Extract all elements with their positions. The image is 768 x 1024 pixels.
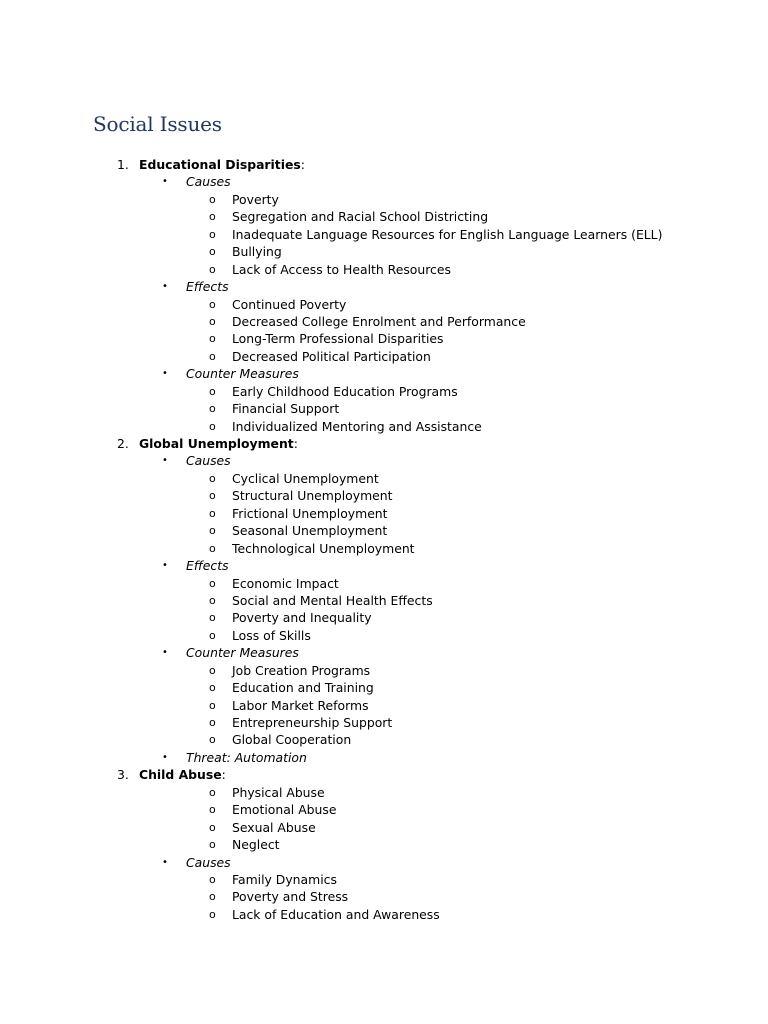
item-label: Effects <box>186 558 229 574</box>
detail-item <box>0 226 768 243</box>
bullet-marker: o <box>209 524 216 538</box>
item-label: Seasonal Unemployment <box>232 523 388 539</box>
item-label: Sexual Abuse <box>232 819 316 835</box>
item-label: Technological Unemployment <box>232 540 415 556</box>
bullet-marker: o <box>209 716 216 729</box>
bullet-marker: o <box>209 698 216 712</box>
detail-item <box>0 731 768 748</box>
list-number: 1. <box>117 157 129 172</box>
category-item <box>0 749 768 766</box>
detail-item <box>0 801 768 818</box>
item-colon: : <box>221 767 226 783</box>
detail-item <box>0 191 768 208</box>
category-item <box>0 173 768 190</box>
item-text <box>186 452 231 469</box>
item-label: Early Childhood Education Programs <box>232 383 458 399</box>
bullet-marker: o <box>209 384 216 398</box>
item-text <box>186 749 307 766</box>
item-text <box>232 819 316 836</box>
category-item <box>0 278 768 295</box>
item-text <box>232 296 346 313</box>
bullet-marker: • <box>162 856 168 868</box>
item-text <box>232 522 387 539</box>
item-label: Counter Measures <box>186 366 299 382</box>
item-text <box>232 592 433 609</box>
item-label: Individualized Mentoring and Assistance <box>232 418 482 434</box>
detail-item <box>0 871 768 888</box>
item-text <box>186 854 231 871</box>
item-label: Child Abuse <box>139 767 222 783</box>
category-item <box>0 644 768 661</box>
item-text <box>232 627 311 644</box>
detail-item <box>0 784 768 801</box>
bullet-marker: o <box>209 419 216 433</box>
bullet-marker: o <box>209 838 216 852</box>
item-text <box>232 226 662 243</box>
item-colon: : <box>293 436 298 451</box>
bullet-marker: o <box>209 628 216 642</box>
bullet-marker: o <box>209 803 216 817</box>
bullet-marker: • <box>162 176 168 188</box>
detail-item <box>0 505 768 522</box>
item-label: Poverty and Inequality <box>232 610 372 626</box>
item-label: Decreased College Enrolment and Performance <box>232 313 526 329</box>
item-label: Causes <box>186 453 231 469</box>
outline-list <box>0 156 768 923</box>
bullet-marker: o <box>209 820 216 834</box>
item-label: Loss of Skills <box>232 627 311 643</box>
bullet-marker: • <box>162 455 168 467</box>
detail-item <box>0 540 768 557</box>
detail-item <box>0 470 768 487</box>
item-text <box>232 330 444 347</box>
item-text <box>186 278 229 295</box>
item-text <box>232 313 526 330</box>
detail-item <box>0 697 768 714</box>
bullet-marker: o <box>209 593 216 607</box>
bullet-marker: o <box>209 210 216 224</box>
item-label: Economic Impact <box>232 575 339 591</box>
category-item <box>0 452 768 469</box>
detail-item <box>0 679 768 696</box>
item-label: Entrepreneurship Support <box>232 715 393 730</box>
category-item <box>0 557 768 574</box>
item-text <box>232 400 339 417</box>
item-text <box>232 697 369 714</box>
bullet-marker: o <box>209 402 216 416</box>
item-label: Causes <box>186 854 231 870</box>
detail-item <box>0 383 768 400</box>
item-text <box>232 208 488 225</box>
item-text <box>139 156 305 173</box>
detail-item <box>0 243 768 260</box>
detail-item <box>0 592 768 609</box>
item-label: Bullying <box>232 244 282 260</box>
item-label: Causes <box>186 174 231 190</box>
bullet-marker: o <box>209 297 216 311</box>
bullet-marker: o <box>209 890 216 904</box>
item-label: Lack of Education and Awareness <box>232 906 440 922</box>
item-label: Counter Measures <box>186 645 299 661</box>
list-number: 3. <box>117 767 129 783</box>
list-number: 2. <box>117 436 129 451</box>
item-text <box>232 801 336 818</box>
detail-item <box>0 296 768 313</box>
page-title: Social Issues <box>93 112 222 136</box>
topic-item <box>0 435 768 452</box>
bullet-marker: o <box>209 245 216 259</box>
item-text <box>232 784 325 801</box>
bullet-marker: • <box>162 647 168 659</box>
item-label: Physical Abuse <box>232 784 325 800</box>
item-label: Continued Poverty <box>232 296 347 312</box>
item-text <box>232 888 348 905</box>
detail-item <box>0 522 768 539</box>
bullet-marker: o <box>209 576 216 590</box>
detail-item <box>0 888 768 905</box>
item-label: Job Creation Programs <box>232 662 371 678</box>
item-label: Educational Disparities <box>139 157 301 172</box>
item-label: Poverty and Stress <box>232 889 349 905</box>
item-label: Long-Term Professional Disparities <box>232 331 444 347</box>
item-label: Lack of Access to Health Resources <box>232 261 451 277</box>
detail-item <box>0 330 768 347</box>
bullet-marker: o <box>209 733 216 747</box>
item-label: Labor Market Reforms <box>232 697 369 713</box>
bullet-marker: • <box>162 368 168 380</box>
detail-item <box>0 836 768 853</box>
item-text <box>186 644 299 661</box>
item-label: Global Cooperation <box>232 732 352 748</box>
detail-item <box>0 261 768 278</box>
detail-item <box>0 906 768 923</box>
detail-item <box>0 575 768 592</box>
item-text <box>232 575 339 592</box>
item-text <box>232 871 337 888</box>
detail-item <box>0 400 768 417</box>
bullet-marker: o <box>209 681 216 695</box>
item-text <box>232 836 280 853</box>
item-text <box>186 557 229 574</box>
bullet-marker: o <box>209 611 216 625</box>
detail-item <box>0 714 768 731</box>
detail-item <box>0 627 768 644</box>
item-text <box>232 261 451 278</box>
item-text <box>186 173 231 190</box>
detail-item <box>0 313 768 330</box>
bullet-marker: • <box>162 560 168 572</box>
item-label: Poverty <box>232 191 279 207</box>
item-label: Global Unemployment <box>139 436 294 451</box>
item-label: Segregation and Racial School Districting <box>232 209 489 225</box>
item-label: Structural Unemployment <box>232 488 393 504</box>
bullet-marker: o <box>209 227 216 241</box>
item-text <box>232 714 392 731</box>
item-label: Social and Mental Health Effects <box>232 592 433 608</box>
bullet-marker: o <box>209 506 216 520</box>
detail-item <box>0 208 768 225</box>
item-text <box>232 679 374 696</box>
item-text <box>232 505 388 522</box>
item-label: Emotional Abuse <box>232 802 337 818</box>
item-text <box>232 348 431 365</box>
item-text <box>232 487 393 504</box>
item-text <box>232 470 379 487</box>
bullet-marker: o <box>209 262 216 276</box>
bullet-marker: o <box>209 471 216 485</box>
item-label: Effects <box>186 279 229 295</box>
item-text <box>139 435 298 452</box>
bullet-marker: o <box>209 489 216 503</box>
category-item <box>0 854 768 871</box>
item-text <box>232 418 482 435</box>
detail-item <box>0 819 768 836</box>
item-label: Education and Training <box>232 680 374 696</box>
detail-item <box>0 609 768 626</box>
item-text <box>232 731 351 748</box>
detail-item <box>0 487 768 504</box>
item-text <box>139 766 226 783</box>
topic-item <box>0 766 768 783</box>
item-colon: : <box>300 157 305 172</box>
bullet-marker: o <box>209 541 216 555</box>
bullet-marker: o <box>209 314 216 328</box>
detail-item <box>0 662 768 679</box>
item-text <box>232 191 279 208</box>
item-text <box>232 662 370 679</box>
bullet-marker: • <box>162 281 168 293</box>
item-text <box>232 906 440 923</box>
bullet-marker: o <box>209 349 216 363</box>
bullet-marker: o <box>209 332 216 346</box>
bullet-marker: • <box>162 751 168 763</box>
item-text <box>232 383 458 400</box>
item-label: Cyclical Unemployment <box>232 470 379 486</box>
bullet-marker: o <box>209 872 216 886</box>
bullet-marker: o <box>209 663 216 677</box>
item-label: Inadequate Language Resources for English Language Learners (ELL) <box>232 226 663 242</box>
topic-item <box>0 156 768 173</box>
category-item <box>0 365 768 382</box>
bullet-marker: o <box>209 907 216 921</box>
detail-item <box>0 418 768 435</box>
item-label: Family Dynamics <box>232 871 337 887</box>
detail-item <box>0 348 768 365</box>
item-text <box>232 540 415 557</box>
item-label: Threat: Automation <box>186 749 307 765</box>
item-text <box>232 609 372 626</box>
item-label: Neglect <box>232 837 280 853</box>
item-label: Frictional Unemployment <box>232 505 388 521</box>
item-text <box>186 365 299 382</box>
item-label: Financial Support <box>232 401 340 417</box>
bullet-marker: o <box>209 785 216 799</box>
item-text <box>232 243 282 260</box>
item-label: Decreased Political Participation <box>232 348 431 364</box>
bullet-marker: o <box>209 192 216 206</box>
